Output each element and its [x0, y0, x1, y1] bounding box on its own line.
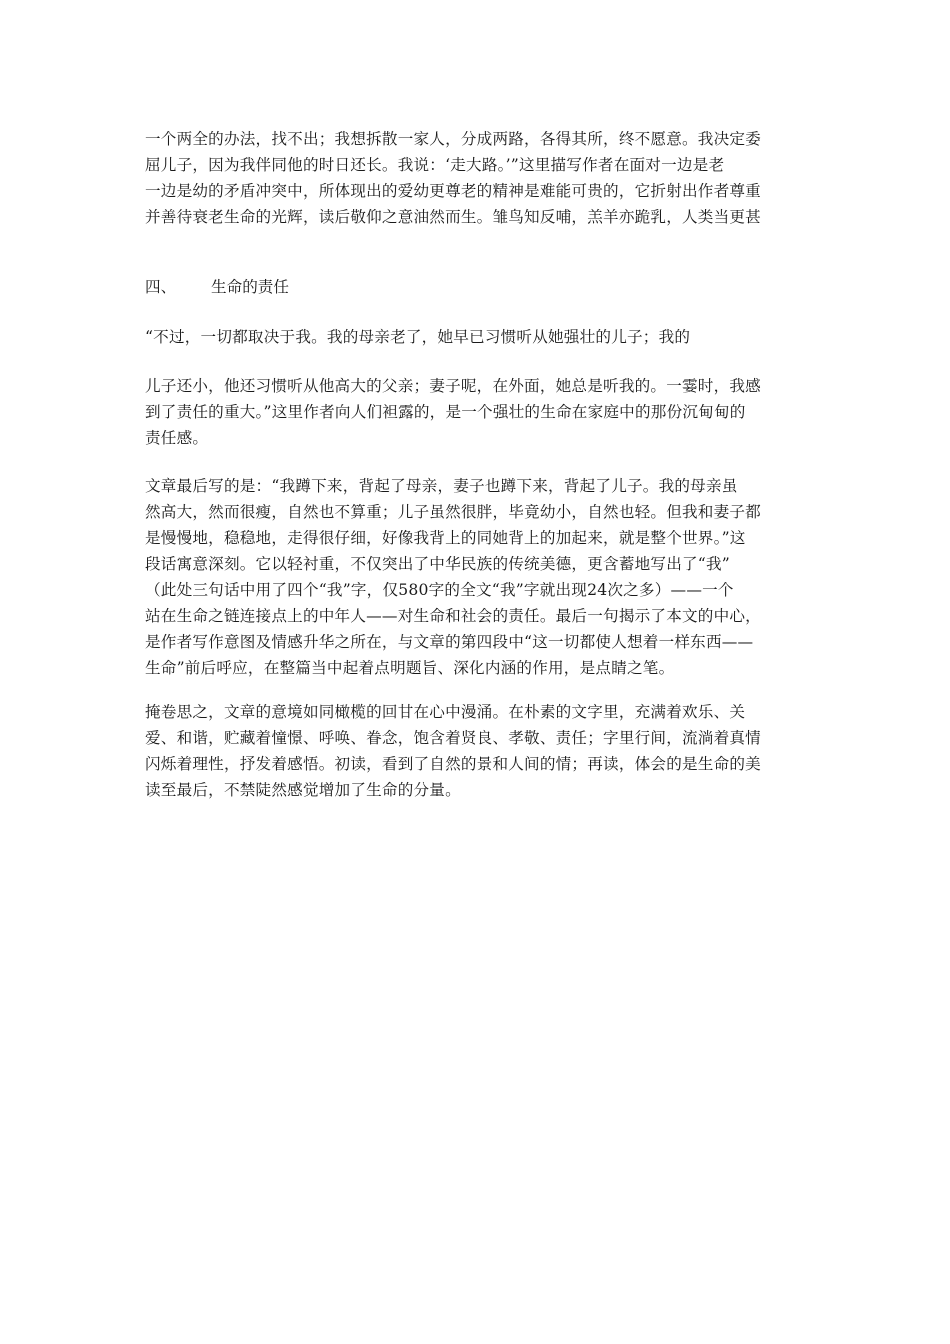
- text-line: 一边是幼的矛盾冲突中，所体现出的爱幼更尊老的精神是难能可贵的，它折射出作者尊重: [145, 182, 761, 200]
- section-number: 四、: [145, 278, 177, 296]
- text-line: 责任感。: [145, 429, 209, 447]
- text-line: 站在生命之链连接点上的中年人——对生命和社会的责任。最后一句揭示了本文的中心，: [145, 607, 761, 625]
- text-line: 并善待衰老生命的光辉，读后敬仰之意油然而生。雏鸟知反哺，羔羊亦跪乳，人类当更甚: [145, 208, 761, 226]
- text-line: 文章最后写的是：“我蹲下来，背起了母亲，妻子也蹲下来，背起了儿子。我的母亲虽: [145, 477, 738, 495]
- text-line: 到了责任的重大。”这里作者向人们袒露的，是一个强壮的生命在家庭中的那份沉甸甸的: [145, 403, 746, 421]
- text-line: “不过，一切都取决于我。我的母亲老了，她早已习惯听从她强壮的儿子；我的: [145, 328, 691, 346]
- paragraph-1: [145, 126, 815, 230]
- text-line: 闪烁着理性，抒发着感悟。初读，看到了自然的景和人间的情；再读，体会的是生命的美: [145, 755, 761, 773]
- text-line: 爱、和谐，贮藏着憧憬、呼唤、眷念，饱含着贤良、孝敬、责任；字里行间，流淌着真情: [145, 729, 761, 747]
- section-heading: [145, 274, 289, 300]
- paragraph-4: [145, 473, 815, 681]
- paragraph-3: [145, 373, 815, 451]
- text-line: 读至最后，不禁陡然感觉增加了生命的分量。: [145, 781, 461, 799]
- text-line: 掩卷思之，文章的意境如同橄榄的回甘在心中漫涌。在朴素的文字里，充满着欢乐、关: [145, 703, 746, 721]
- text-line: 生命”前后呼应，在整篇当中起着点明题旨、深化内涵的作用，是点睛之笔。: [145, 659, 675, 677]
- text-line: 屈儿子，因为我伴同他的时日还长。我说：‘走大路。’”这里描写作者在面对一边是老: [145, 156, 725, 174]
- text-line: 然高大，然而很瘦，自然也不算重；儿子虽然很胖，毕竟幼小，自然也轻。但我和妻子都: [145, 503, 761, 521]
- text-line: 段话寓意深刻。它以轻衬重，不仅突出了中华民族的传统美德，更含蓄地写出了“我”: [145, 555, 730, 573]
- paragraph-2: [145, 324, 815, 350]
- text-line: 一个两全的办法，找不出；我想拆散一家人，分成两路，各得其所，终不愿意。我决定委: [145, 130, 761, 148]
- text-line: 儿子还小，他还习惯听从他高大的父亲；妻子呢，在外面，她总是听我的。一霎时，我感: [145, 377, 761, 395]
- paragraph-5: [145, 699, 815, 803]
- section-title: 生命的责任: [211, 278, 289, 296]
- text-line: 是作者写作意图及情感升华之所在，与文章的第四段中“这一切都使人想着一样东西——: [145, 633, 754, 651]
- text-line: 是慢慢地，稳稳地，走得很仔细，好像我背上的同她背上的加起来，就是整个世界。”这: [145, 529, 746, 547]
- text-line: （此处三句话中用了四个“我”字，仅580字的全文“我”字就出现24次之多）——一个: [145, 581, 734, 599]
